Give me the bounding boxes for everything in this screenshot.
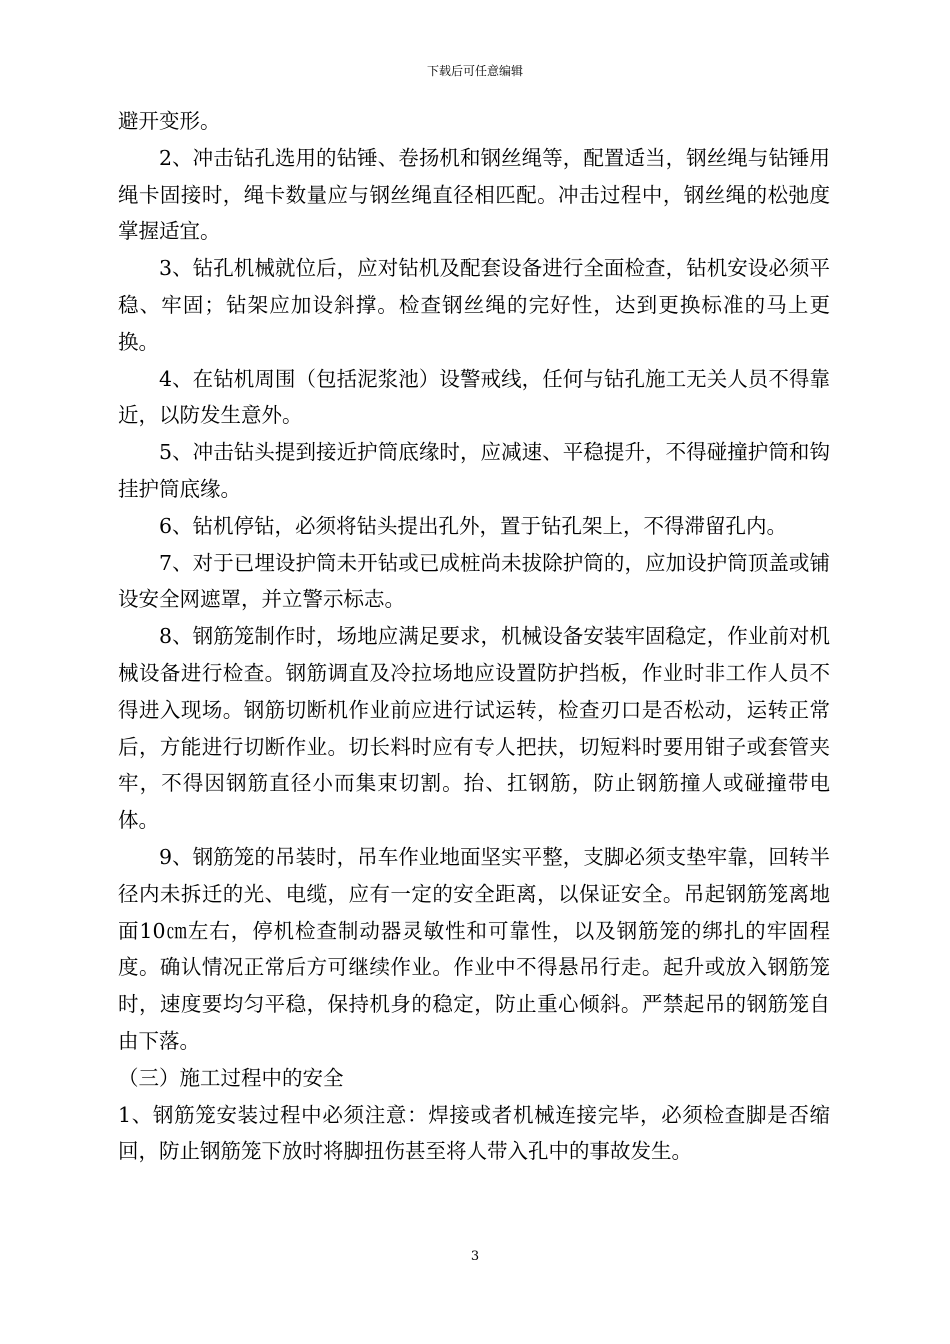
page-number: 3 (470, 1249, 480, 1264)
paragraph: 2、冲击钻孔选用的钻锤、卷扬机和钢丝绳等，配置适当，钢丝绳与钻锤用绳卡固接时，绳卡数量应与钢丝绳直径相匹配。冲击过程中，钢丝绳的松弛度掌握适宜。 (118, 145, 830, 244)
section-heading: （三）施工过程中的安全 (118, 1065, 344, 1090)
paragraph: 避开变形。 (118, 109, 221, 133)
paragraph: 1、钢筋笼安装过程中必须注意：焊接或者机械连接完毕，必须检查脚是否缩回，防止钢筋笼下放时将脚扭伤甚至将人带入孔中的事故发生。 (118, 1102, 830, 1164)
page-header: 下载后可任意编辑 (426, 64, 523, 78)
paragraph: 7、对于已埋设护筒未开钻或已成桩尚未拔除护筒的，应加设护筒顶盖或铺设安全网遮罩，并立警示标志。 (118, 550, 830, 612)
paragraph: 8、钢筋笼制作时，场地应满足要求，机械设备安装牢固稳定，作业前对机械设备进行检查。钢筋调直及冷拉场地应设置防护挡板，作业时非工作人员不得进入现场。钢筋切断机作业前应进行试运转，检查刃口是否松动，运转正常后，方能进行切断作业。切长料时应有专人把扶，切短料时要用钳子或套管夹牢，不得因钢筋直径小而集束切割。抬、扛钢筋，防止钢筋撞人或碰撞带电体。 (118, 624, 830, 833)
document-body (118, 103, 830, 1170)
paragraph: 3、钻孔机械就位后，应对钻机及配套设备进行全面检查，钻机安设必须平稳、牢固；钻架应加设斜撑。检查钢丝绳的完好性，达到更换标准的马上更换。 (118, 256, 830, 354)
paragraph: 6、钻机停钻，必须将钻头提出孔外，置于钻孔架上，不得滞留孔内。 (159, 513, 788, 538)
paragraph: 9、钢筋笼的吊装时，吊车作业地面坚实平整，支脚必须支垫牢靠，回转半径内未拆迁的光、电缆，应有一定的安全距离，以保证安全。吊起钢筋笼离地面10㎝左右，停机检查制动器灵敏性和可靠性，以及钢筋笼的绑扎的牢固程度。确认情况正常后方可继续作业。作业中不得悬吊行走。起升或放入钢筋笼时，速度要均匀平稳，保持机身的稳定，防止重心倾斜。严禁起吊的钢筋笼自由下落。 (118, 844, 830, 1053)
paragraph: 4、在钻机周围（包括泥浆池）设警戒线，任何与钻孔施工无关人员不得靠近，以防发生意外。 (118, 366, 830, 428)
paragraph: 5、冲击钻头提到接近护筒底缘时，应减速、平稳提升，不得碰撞护筒和钩挂护筒底缘。 (118, 440, 830, 501)
